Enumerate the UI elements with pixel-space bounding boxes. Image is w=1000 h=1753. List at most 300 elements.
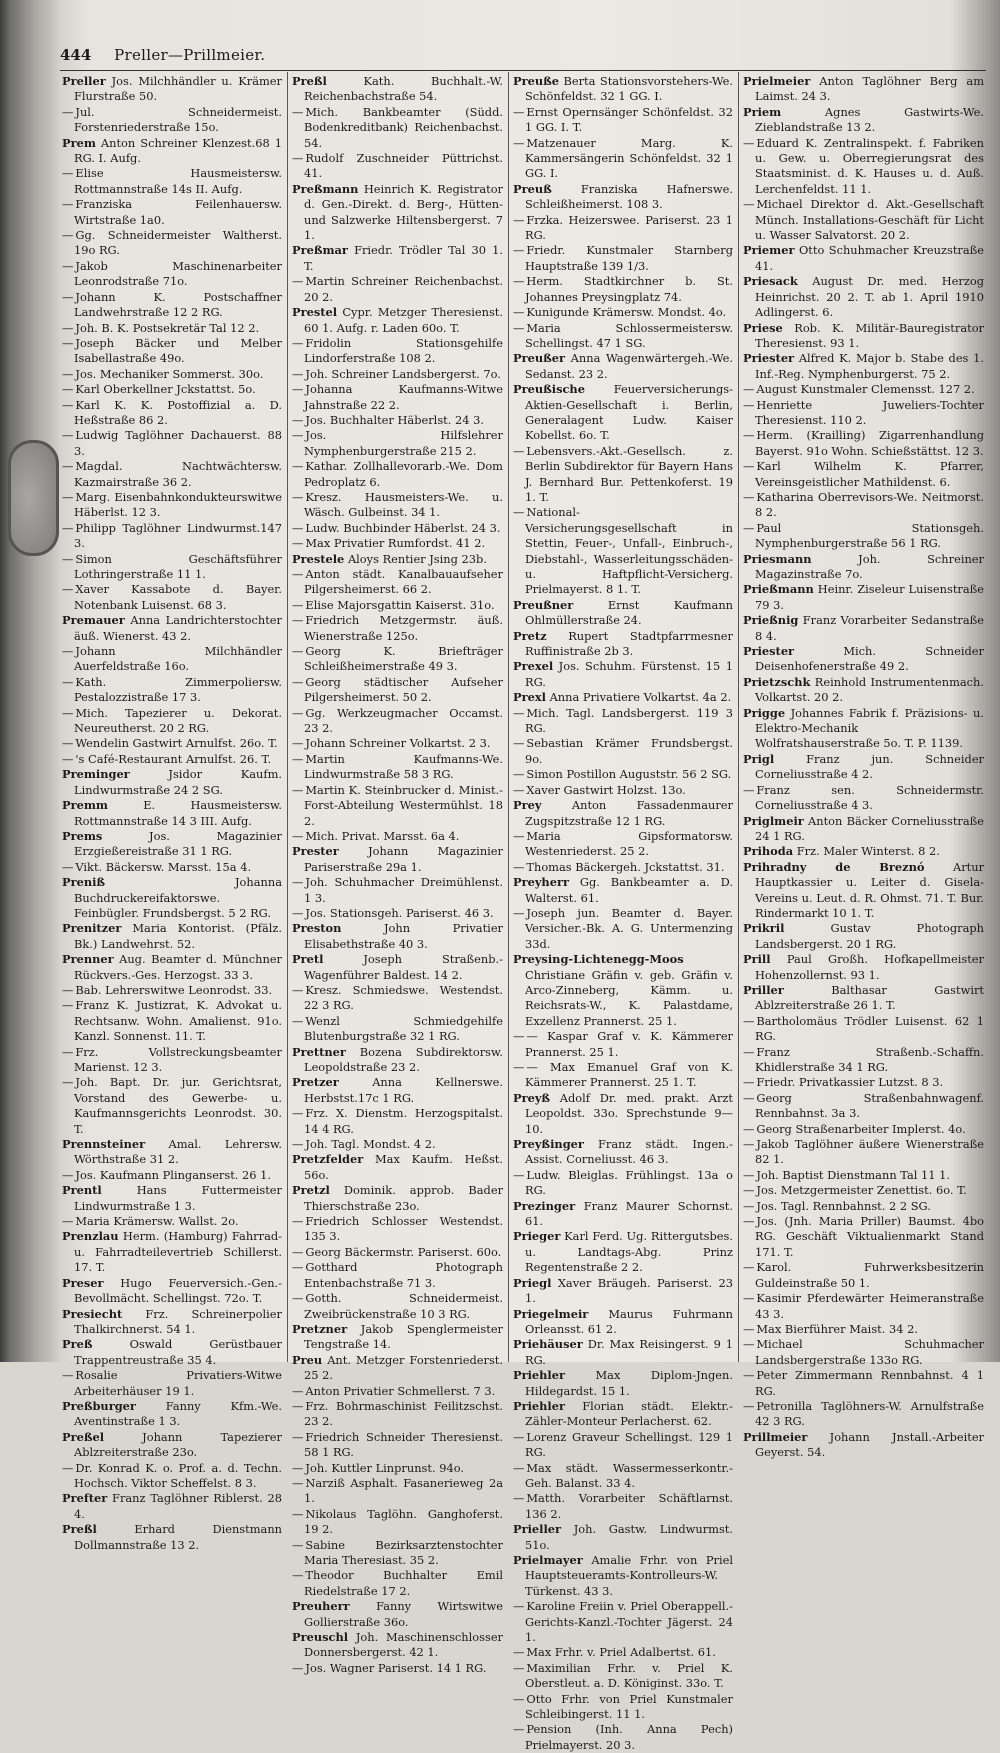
entry-details: August Kunstmaler Clemensst. 127 2. bbox=[756, 382, 975, 397]
directory-entry bbox=[743, 197, 984, 243]
entry-surname: Priester bbox=[743, 351, 795, 366]
directory-entry bbox=[743, 428, 984, 459]
ditto-dash: — bbox=[743, 1167, 755, 1182]
directory-entry bbox=[292, 151, 503, 182]
directory-entry bbox=[62, 998, 282, 1044]
directory-entry bbox=[62, 582, 282, 613]
entry-details: Amalie Frhr. von Priel Hauptsteueramts-Kontrolleurs-W. Türkenst. 43 3. bbox=[525, 1553, 733, 1598]
directory-entry bbox=[743, 844, 984, 859]
entry-surname: Priegelmeir bbox=[513, 1306, 589, 1321]
ditto-dash: — bbox=[292, 1537, 304, 1552]
entry-details: Jakob Taglöhner äußere Wienerstraße 82 1. bbox=[755, 1137, 984, 1167]
directory-entry bbox=[513, 382, 733, 444]
entry-details: Franz sen. Schneidermstr. Corneliusstraße 4 3. bbox=[755, 782, 984, 813]
entry-details: Thomas Bäckergeh. Jckstattst. 31. bbox=[526, 859, 725, 874]
ditto-dash: — bbox=[62, 289, 74, 304]
directory-entry bbox=[292, 1507, 503, 1538]
entry-details: Karl K. K. Postoffizial a. D. Heßstraße 86 2. bbox=[74, 397, 282, 427]
directory-entry bbox=[743, 613, 984, 644]
entry-details: Rupert Stadtpfarrmesner Ruffinistraße 2b 3. bbox=[525, 628, 733, 659]
entry-surname: Prihoda bbox=[743, 844, 794, 859]
directory-entry bbox=[513, 1368, 733, 1399]
entry-details: Maria Schlossermeistersw. Schellingst. 47 1 SG. bbox=[525, 320, 733, 350]
directory-entry bbox=[62, 336, 282, 367]
entry-details: Joseph jun. Beamter d. Bayer. Versicher.-Bk. A. G. Untermenzing 33d. bbox=[525, 905, 733, 951]
directory-entry bbox=[743, 74, 984, 105]
ditto-dash: — bbox=[62, 982, 74, 997]
ditto-dash: — bbox=[743, 1291, 755, 1306]
directory-entry bbox=[62, 613, 282, 644]
entry-details: Anna Landrichterstochter äuß. Wienerst. 43 2. bbox=[74, 613, 282, 643]
directory-entry bbox=[513, 1461, 733, 1492]
ditto-dash: — bbox=[743, 1137, 755, 1152]
directory-entry bbox=[743, 274, 984, 320]
ditto-dash: — bbox=[62, 320, 74, 335]
entry-details: 's Café-Restaurant Arnulfst. 26. T. bbox=[75, 751, 272, 766]
entry-details: Joh. Kuttler Linprunst. 94o. bbox=[305, 1460, 464, 1475]
entry-details: August Dr. med. Herzog Heinrichst. 20 2. T. ab 1. April 1910 Adlingerst. 6. bbox=[755, 274, 984, 320]
ditto-dash: — bbox=[743, 1214, 755, 1229]
entry-details: Jos. Buchhalter Häberlst. 24 3. bbox=[305, 412, 484, 427]
entry-details: Adolf Dr. med. prakt. Arzt Leopoldst. 33o. Sprechstunde 9—10. bbox=[525, 1090, 734, 1136]
directory-entry bbox=[62, 706, 282, 737]
entry-surname: Preuschl bbox=[292, 1630, 349, 1645]
entry-surname: Preyßinger bbox=[513, 1137, 584, 1152]
entry-details: Jakob Spenglermeister Tengstraße 14. bbox=[304, 1321, 503, 1352]
entry-details: Simon Postillon Auguststr. 56 2 SG. bbox=[526, 767, 732, 782]
directory-entry bbox=[513, 305, 733, 320]
entry-surname: Prezinger bbox=[513, 1198, 576, 1213]
entry-details: Frz. X. Dienstm. Herzogspitalst. 14 4 RG. bbox=[304, 1106, 503, 1136]
ditto-dash: — bbox=[292, 1013, 304, 1028]
ditto-dash: — bbox=[62, 197, 74, 212]
ditto-dash: — bbox=[513, 1060, 525, 1074]
entry-surname: Prieller bbox=[513, 1522, 562, 1537]
directory-entry bbox=[743, 814, 984, 845]
directory-entry bbox=[62, 1399, 282, 1430]
ditto-dash: — bbox=[62, 1460, 74, 1475]
directory-entry bbox=[292, 105, 503, 151]
directory-entry bbox=[743, 243, 984, 274]
ditto-dash: — bbox=[62, 366, 74, 381]
entry-details: Johanna Buchdruckereifaktorswe. Feinbügler. Frundsbergst. 5 2 RG. bbox=[74, 875, 282, 920]
directory-entry bbox=[62, 259, 282, 290]
directory-entry bbox=[62, 798, 282, 829]
directory-entry bbox=[513, 629, 733, 660]
entry-surname: Prielmayer bbox=[513, 1553, 583, 1567]
ditto-dash: — bbox=[513, 505, 525, 520]
directory-entry bbox=[292, 875, 503, 906]
ditto-dash: — bbox=[513, 1599, 525, 1614]
directory-entry bbox=[513, 351, 733, 382]
entry-details: Franziska Hafnerswe. Schleißheimerst. 108 3. bbox=[525, 181, 734, 212]
ditto-dash: — bbox=[513, 443, 525, 458]
ditto-dash: — bbox=[292, 567, 304, 581]
ditto-dash: — bbox=[292, 366, 304, 381]
entry-details: Heinr. Ziseleur Luisenstraße 79 3. bbox=[755, 582, 984, 612]
directory-entry bbox=[513, 321, 733, 352]
entry-details: Simon Geschäftsführer Lothringerstraße 11 1. bbox=[74, 551, 282, 581]
directory-entry bbox=[62, 1214, 282, 1229]
entry-details: Maria Krämersw. Wallst. 2o. bbox=[75, 1214, 239, 1229]
ditto-dash: — bbox=[292, 1383, 304, 1398]
entry-details: Martin Schreiner Reichenbachst. 20 2. bbox=[304, 274, 503, 304]
directory-entry bbox=[743, 1337, 984, 1368]
entry-surname: Priehler bbox=[513, 1368, 565, 1383]
entry-surname: Prießmann bbox=[743, 582, 814, 597]
directory-entry bbox=[743, 752, 984, 783]
entry-surname: Prems bbox=[62, 828, 103, 843]
entry-surname: Pretzfelder bbox=[292, 1152, 364, 1167]
entry-details: Gg. Schneidermeister Waltherst. 19o RG. bbox=[74, 228, 282, 258]
entry-details: Elise Majorsgattin Kaiserst. 31o. bbox=[305, 597, 495, 612]
directory-entry bbox=[743, 1399, 984, 1430]
entry-details: Xaver Gastwirt Holzst. 13o. bbox=[526, 782, 686, 797]
entry-surname: Priemer bbox=[743, 243, 795, 258]
directory-entry bbox=[292, 613, 503, 644]
entry-details: Franz Taglöhner Riblerst. 28 4. bbox=[74, 1491, 282, 1521]
ditto-dash: — bbox=[62, 736, 74, 751]
directory-entry bbox=[513, 182, 733, 213]
page-header bbox=[60, 44, 980, 66]
directory-entry bbox=[743, 1430, 984, 1461]
entry-surname: Prexl bbox=[513, 690, 546, 705]
entry-details: Maximilian Frhr. v. Priel K. Oberstleut. a. D. Königinst. 33o. T. bbox=[525, 1660, 733, 1691]
entry-surname: Pretzner bbox=[292, 1321, 348, 1336]
directory-entry bbox=[292, 336, 503, 367]
entry-details: Dr. Konrad K. o. Prof. a. d. Techn. Hochsch. Viktor Scheffelst. 8 3. bbox=[74, 1460, 282, 1490]
ditto-dash: — bbox=[62, 705, 74, 720]
entry-surname: Preuße bbox=[513, 74, 559, 88]
entry-details: Jakob Maschinenarbeiter Leonrodstraße 71o. bbox=[74, 258, 282, 289]
ditto-dash: — bbox=[743, 1198, 755, 1213]
entry-details: Ludwig Taglöhner Dachauerst. 88 3. bbox=[74, 428, 282, 458]
entry-details: Friedrich Schlosser Westendst. 135 3. bbox=[304, 1214, 503, 1244]
ditto-dash: — bbox=[743, 1368, 755, 1383]
directory-entry bbox=[743, 675, 984, 706]
ditto-dash: — bbox=[62, 1044, 74, 1059]
directory-entry bbox=[292, 413, 503, 428]
entry-details: Jos. Magazinier Erzgießereistraße 31 1 RG. bbox=[74, 828, 283, 859]
entry-details: Kasimir Pferdewärter Heimeranstraße 43 3. bbox=[755, 1291, 984, 1321]
ditto-dash: — bbox=[743, 1013, 755, 1028]
directory-entry bbox=[743, 582, 984, 613]
ditto-dash: — bbox=[292, 905, 304, 920]
entry-details: Paul Stationsgeh. Nymphenburgerstraße 56 1 RG. bbox=[755, 520, 984, 551]
entry-details: Johann Tapezierer Ablzreiterstraße 23o. bbox=[74, 1429, 282, 1460]
entry-details: Christiane Gräfin v. geb. Gräfin v. Arco-Zinneberg, Kämm. u. Reichsrats-W., K. Palastdame, Exzellenz Prannerst. 25 1. bbox=[525, 967, 733, 1028]
entry-details: Feuerversicherungs-Aktien-Gesellschaft i. Berlin, Generalagent Ludw. Kaiser Kobellst. 6o. T. bbox=[525, 382, 733, 443]
ditto-dash: — bbox=[743, 428, 755, 443]
entry-details: Alfred K. Major b. Stabe des 1. Inf.-Reg. Nymphenburgerst. 75 2. bbox=[755, 351, 984, 381]
directory-entry bbox=[62, 1229, 282, 1275]
entry-surname: Priehler bbox=[513, 1398, 565, 1413]
page-range-title: Preller—Prillmeier. bbox=[114, 46, 266, 64]
directory-entry bbox=[292, 598, 503, 613]
entry-details: — Max Emanuel Graf von K. Kämmerer Prannerst. 25 1. T. bbox=[525, 1060, 733, 1090]
directory-entry bbox=[292, 1399, 503, 1430]
entry-surname: Prikril bbox=[743, 921, 785, 936]
directory-entry bbox=[513, 767, 733, 782]
entry-details: Jos. Stationsgeh. Pariserst. 46 3. bbox=[305, 905, 494, 920]
ditto-dash: — bbox=[292, 982, 304, 997]
ditto-dash: — bbox=[62, 582, 74, 597]
ditto-dash: — bbox=[513, 1722, 525, 1737]
directory-entry bbox=[62, 321, 282, 336]
ditto-dash: — bbox=[513, 705, 525, 720]
entry-details: Karl Oberkellner Jckstattst. 5o. bbox=[75, 382, 256, 397]
directory-entry bbox=[513, 690, 733, 705]
directory-entry bbox=[62, 1137, 282, 1168]
entry-details: Balthasar Gastwirt Ablzreiterstraße 26 1. T. bbox=[755, 982, 984, 1013]
entry-details: Hans Futtermeister Lindwurmstraße 1 3. bbox=[74, 1183, 282, 1213]
entry-surname: Priesack bbox=[743, 274, 798, 289]
entry-details: Mich. Tagl. Landsbergerst. 119 3 RG. bbox=[525, 705, 733, 736]
ditto-dash: — bbox=[62, 998, 74, 1013]
entry-details: Anna Wagenwärtergeh.-We. Sedanst. 23 2. bbox=[525, 351, 734, 381]
entry-details: Hugo Feuerversich.-Gen.-Bevollmächt. Schellingst. 72o. T. bbox=[74, 1275, 282, 1306]
directory-entry bbox=[513, 444, 733, 506]
directory-entry bbox=[513, 1137, 733, 1168]
entry-surname: Prenzlau bbox=[62, 1229, 119, 1244]
directory-entry bbox=[62, 552, 282, 583]
entry-surname: Prietzschk bbox=[743, 674, 811, 689]
ditto-dash: — bbox=[513, 1429, 525, 1444]
directory-entry bbox=[62, 290, 282, 321]
entry-details: Franz jun. Schneider Corneliusstraße 4 2. bbox=[755, 751, 984, 782]
directory-entry bbox=[292, 1461, 503, 1476]
entry-details: Herm. Stadtkirchner b. St. Johannes Preysingplatz 74. bbox=[525, 274, 733, 304]
directory-entry bbox=[743, 490, 984, 521]
entry-details: Kunigunde Krämersw. Mondst. 4o. bbox=[526, 305, 727, 320]
ditto-dash: — bbox=[513, 767, 525, 782]
entry-details: Frz. Bohrmaschinist Feilitzschst. 23 2. bbox=[304, 1398, 503, 1429]
entry-details: Ant. Metzger Forstenriederst. 25 2. bbox=[304, 1352, 503, 1383]
entry-surname: Prigge bbox=[743, 705, 786, 720]
directory-entry bbox=[62, 875, 282, 921]
entry-details: Joh. Schreiner Landsbergerst. 7o. bbox=[305, 366, 501, 381]
directory-entry bbox=[292, 1353, 503, 1384]
entry-surname: Prettner bbox=[292, 1044, 346, 1059]
ditto-dash: — bbox=[292, 1460, 304, 1475]
entry-details: Ludw. Bleiglas. Frühlingst. 13a o RG. bbox=[525, 1167, 733, 1198]
directory-entry bbox=[513, 1168, 733, 1199]
entry-surname: Preuß bbox=[513, 181, 552, 196]
entry-surname: Prester bbox=[292, 844, 339, 859]
entry-surname: Prefter bbox=[62, 1491, 108, 1506]
entry-surname: Priller bbox=[743, 982, 784, 997]
ditto-dash: — bbox=[292, 1291, 304, 1306]
directory-entry bbox=[292, 243, 503, 274]
directory-entry bbox=[292, 675, 503, 706]
directory-entry bbox=[62, 228, 282, 259]
entry-surname: Preßel bbox=[62, 1429, 105, 1444]
entry-surname: Prestel bbox=[292, 305, 338, 320]
ditto-dash: — bbox=[62, 104, 74, 119]
entry-details: Jos. Wagner Pariserst. 14 1 RG. bbox=[305, 1660, 487, 1675]
directory-entry bbox=[743, 382, 984, 397]
ditto-dash: — bbox=[62, 258, 74, 273]
entry-details: Kresz. Hausmeisters-We. u. Wäsch. Gulbeinst. 34 1. bbox=[304, 489, 503, 520]
directory-entry bbox=[62, 1183, 282, 1214]
directory-entry bbox=[513, 736, 733, 767]
ditto-dash: — bbox=[513, 828, 525, 843]
entry-details: Jos. Tagl. Rennbahnst. 2 2 SG. bbox=[756, 1198, 931, 1213]
directory-entry bbox=[292, 428, 503, 459]
entry-details: Fanny Wirtswitwe Gollierstraße 36o. bbox=[304, 1599, 503, 1629]
entry-details: Ernst Kaufmann Ohlmüllerstraße 24. bbox=[525, 597, 733, 628]
directory-entry bbox=[743, 1368, 984, 1399]
ditto-dash: — bbox=[292, 1106, 304, 1121]
directory-entry bbox=[292, 1245, 503, 1260]
entry-details: Georg K. Briefträger Schleißheimerstraße 49 3. bbox=[304, 644, 503, 674]
entry-details: Friedr. Trödler Tal 30 1. T. bbox=[304, 243, 503, 273]
ditto-dash: — bbox=[292, 736, 304, 751]
ditto-dash: — bbox=[743, 782, 755, 797]
directory-entry bbox=[292, 1568, 503, 1599]
ditto-dash: — bbox=[513, 320, 525, 335]
ditto-dash: — bbox=[743, 1121, 755, 1136]
directory-entry bbox=[62, 860, 282, 875]
entry-details: Katharina Oberrevisors-We. Neitmorst. 8 2. bbox=[755, 489, 984, 520]
entry-details: Max städt. Wassermesserkontr.-Geh. Balanst. 33 4. bbox=[525, 1460, 733, 1490]
ditto-dash: — bbox=[513, 243, 525, 258]
directory-entry bbox=[62, 1276, 282, 1307]
entry-details: Florian städt. Elektr.-Zähler-Monteur Perlacherst. 62. bbox=[525, 1398, 733, 1429]
entry-details: Amal. Lehrersw. Wörthstraße 31 2. bbox=[74, 1137, 282, 1167]
directory-entry bbox=[62, 736, 282, 751]
directory-entry bbox=[62, 983, 282, 998]
entry-details: Joh. Tagl. Mondst. 4 2. bbox=[305, 1137, 436, 1152]
directory-entry bbox=[62, 675, 282, 706]
ditto-dash: — bbox=[292, 382, 304, 397]
entry-details: Jos. Mechaniker Sommerst. 30o. bbox=[75, 366, 264, 381]
entry-details: Johannes Fabrik f. Präzisions- u. Elektro-Mechanik Wolfratshauserstraße 5o. T. P. 1139. bbox=[755, 705, 985, 751]
ditto-dash: — bbox=[62, 397, 74, 412]
page-number: 444 bbox=[60, 46, 92, 64]
entry-details: Johanna Kaufmanns-Witwe Jahnstraße 22 2. bbox=[304, 382, 503, 412]
directory-entry bbox=[292, 536, 503, 551]
directory-entry bbox=[62, 1430, 282, 1461]
directory-entry bbox=[292, 1106, 503, 1137]
entry-details: Frz. Maler Winterst. 8 2. bbox=[796, 844, 940, 859]
entry-details: Joh. B. K. Postsekretär Tal 12 2. bbox=[75, 320, 260, 335]
entry-details: Franz Vorarbeiter Sedanstraße 8 4. bbox=[755, 613, 984, 643]
ditto-dash: — bbox=[62, 1368, 74, 1383]
directory-entry bbox=[513, 1430, 733, 1461]
directory-entry bbox=[743, 1199, 984, 1214]
entry-details: Anton Taglöhner Berg am Laimst. 24 3. bbox=[755, 74, 984, 104]
entry-details: Kath. Buchhalt.-W. Reichenbachstraße 54. bbox=[304, 74, 503, 104]
entry-details: Johann K. Postschaffner Landwehrstraße 12 2 RG. bbox=[74, 289, 282, 320]
entry-surname: Preston bbox=[292, 921, 342, 936]
entry-details: Joh. Schreiner Magazinstraße 7o. bbox=[755, 551, 984, 581]
directory-entry bbox=[292, 1183, 503, 1214]
directory-entry bbox=[292, 1476, 503, 1507]
ditto-dash: — bbox=[513, 1660, 525, 1675]
entry-details: Franz Straßenb.-Schaffn. Khidlerstraße 34 1 RG. bbox=[755, 1044, 984, 1074]
entry-surname: Presiecht bbox=[62, 1306, 123, 1321]
binder-clip bbox=[8, 440, 59, 556]
entry-details: Karoline Freiin v. Priel Oberappell.-Gerichts-Kanzl.-Tochter Jägerst. 24 1. bbox=[525, 1599, 733, 1645]
directory-entry bbox=[743, 1014, 984, 1045]
directory-entry bbox=[743, 1214, 984, 1260]
ditto-dash: — bbox=[743, 520, 755, 535]
directory-entry bbox=[513, 1692, 733, 1723]
entry-details: Joseph Straßenb.-Wagenführer Baldest. 14 2. bbox=[304, 952, 504, 982]
entry-details: Georg Straßenarbeiter Implerst. 4o. bbox=[756, 1121, 966, 1136]
entry-surname: Priehäuser bbox=[513, 1337, 583, 1352]
directory-entry bbox=[743, 351, 984, 382]
entry-details: Anton Schreiner Klenzest.68 1 RG. I. Aufg. bbox=[74, 135, 282, 166]
entry-details: Karol. Fuhrwerksbesitzerin Guldeinstraße 50 1. bbox=[755, 1260, 984, 1290]
entry-details: Fanny Kfm.-We. Aventinstraße 1 3. bbox=[74, 1398, 282, 1429]
entry-details: Jos. Kaufmann Plinganserst. 26 1. bbox=[75, 1167, 272, 1182]
directory-entry bbox=[292, 906, 503, 921]
directory-entry bbox=[513, 213, 733, 244]
directory-entry bbox=[513, 1060, 733, 1091]
directory-entry bbox=[292, 1137, 503, 1152]
directory-entry bbox=[292, 521, 503, 536]
entry-details: Friedrich Schneider Theresienst. 58 1 RG. bbox=[304, 1429, 503, 1460]
directory-entry bbox=[292, 182, 503, 244]
entry-details: Anton städt. Kanalbauaufseher Pilgersheimerst. 66 2. bbox=[304, 567, 503, 597]
directory-entry bbox=[62, 1461, 282, 1492]
directory-entry bbox=[743, 783, 984, 814]
entry-surname: Prihradny de Breznó bbox=[743, 859, 925, 874]
directory-entry bbox=[292, 829, 503, 844]
directory-entry bbox=[743, 105, 984, 136]
ditto-dash: — bbox=[292, 1137, 304, 1152]
entry-details: Friedrich Metzgermstr. äuß. Wienerstraße 125o. bbox=[304, 613, 503, 643]
directory-entry bbox=[743, 983, 984, 1014]
ditto-dash: — bbox=[513, 905, 525, 920]
ditto-dash: — bbox=[62, 551, 74, 566]
entry-details: Friedr. Privatkassier Lutzst. 8 3. bbox=[756, 1075, 944, 1090]
directory-entry bbox=[513, 860, 733, 875]
entry-details: Heinrich K. Registrator d. Gen.-Direkt. d. Berg-, Hütten- und Salzwerke Hiltensbergerst. 7 1. bbox=[304, 181, 503, 243]
ditto-dash: — bbox=[743, 135, 755, 150]
directory-entry bbox=[513, 598, 733, 629]
entry-details: Vikt. Bäckersw. Marsst. 15a 4. bbox=[75, 859, 252, 874]
ditto-dash: — bbox=[513, 104, 525, 119]
entry-details: Georg Bäckermstr. Pariserst. 60o. bbox=[305, 1244, 502, 1259]
entry-details: Reinhold Instrumentenmach. Volkartst. 20 2. bbox=[755, 674, 985, 705]
entry-details: Mich. Tapezierer u. Dekorat. Neureutherst. 20 2 RG. bbox=[74, 705, 282, 736]
entry-details: Otto Schuhmacher Kreuzstraße 41. bbox=[755, 243, 985, 273]
directory-entry bbox=[743, 1091, 984, 1122]
ditto-dash: — bbox=[743, 1337, 755, 1352]
directory-entry bbox=[62, 1075, 282, 1137]
entry-details: Johann Schreiner Volkartst. 2 3. bbox=[305, 736, 491, 751]
directory-entry bbox=[743, 552, 984, 583]
entry-details: Max Kaufm. Heßst. 56o. bbox=[304, 1152, 503, 1182]
entry-details: Cypr. Metzger Theresienst. 60 1. Aufg. r. Laden 60o. T. bbox=[304, 305, 503, 335]
directory-entry bbox=[62, 752, 282, 767]
directory-entry bbox=[513, 1276, 733, 1307]
entry-details: Max Bierführer Maist. 34 2. bbox=[756, 1321, 918, 1336]
directory-entry bbox=[743, 1122, 984, 1137]
entry-details: Eduard K. Zentralinspekt. f. Fabriken u. Gew. u. Oberregierungsrat des Staatsminist. d. K. Hauses u. d. Auß. Lerchenfeldst. 11 1. bbox=[755, 135, 984, 196]
directory-entry bbox=[513, 952, 733, 1029]
directory-entry bbox=[743, 644, 984, 675]
entry-details: Gotth. Schneidermeist. Zweibrückenstraße 10 3 RG. bbox=[304, 1291, 503, 1321]
directory-entry bbox=[62, 1368, 282, 1399]
ditto-dash: — bbox=[292, 644, 304, 659]
entry-details: Ludw. Buchbinder Häberlst. 24 3. bbox=[305, 520, 501, 535]
entry-details: Aloys Rentier Jsing 23b. bbox=[347, 551, 487, 566]
ditto-dash: — bbox=[743, 1260, 755, 1275]
